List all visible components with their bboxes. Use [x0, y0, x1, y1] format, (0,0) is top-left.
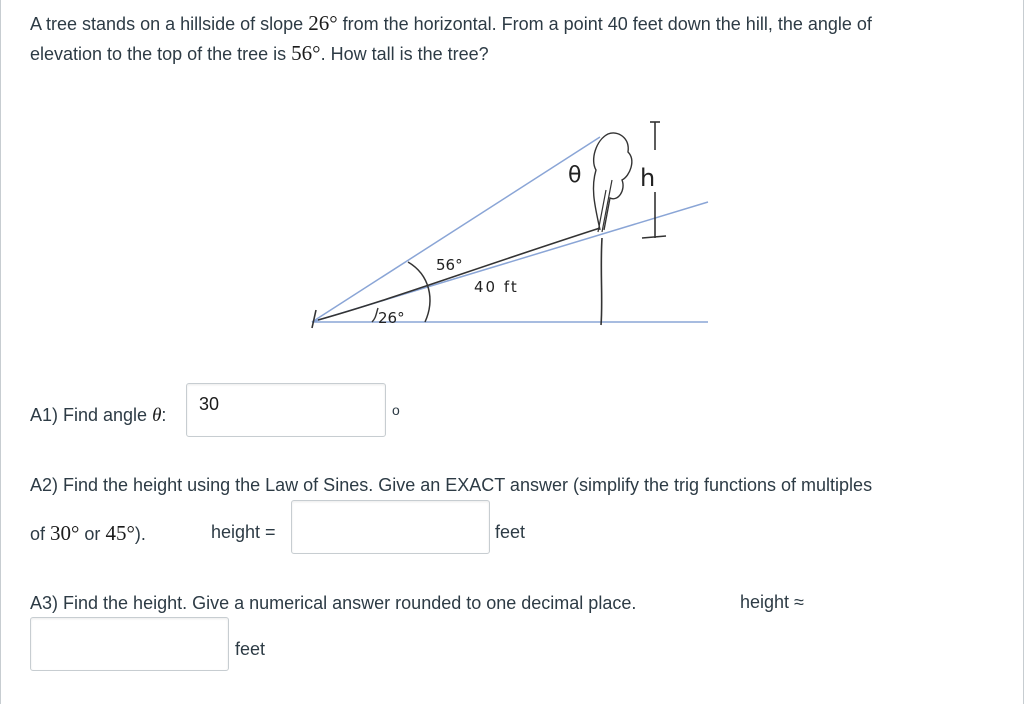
a2-deg45: 45°: [105, 521, 135, 545]
label-h: h: [640, 164, 656, 192]
a2-deg30: 30°: [50, 521, 80, 545]
tree-sketch: [593, 133, 631, 230]
tree-hillside-diagram: [300, 110, 720, 335]
problem-text-2a: elevation to the top of the tree is: [30, 44, 292, 64]
line-of-sight: [312, 137, 600, 322]
a1-colon: :: [161, 405, 167, 425]
problem-text-2b: . How tall is the tree?: [320, 44, 489, 64]
a2-of-text: of: [30, 524, 51, 544]
label-56: 56°: [436, 256, 463, 274]
a2-height-label: height =: [211, 522, 276, 542]
a1-prompt-text: A1) Find angle: [30, 405, 153, 425]
a2-close-text: ).: [134, 524, 146, 544]
hill-sketch: [318, 228, 600, 320]
problem-line-1: [30, 8, 872, 39]
a1-theta-symbol: θ: [152, 405, 162, 426]
a2-feet-unit: feet: [495, 522, 526, 542]
label-26: 26°: [378, 309, 405, 327]
a1-answer-value: 30: [199, 394, 220, 414]
a2-prompt-line-2: [30, 518, 146, 549]
a2-height-input[interactable]: [291, 500, 490, 554]
a2-prompt-line-1: A2) Find the height using the Law of Sines. Give an EXACT answer (simplify the trig functions of multiples: [30, 475, 873, 495]
vertical-drop-line: [601, 238, 602, 325]
a1-degree-unit: o: [392, 402, 400, 418]
slope-angle: 26°: [308, 11, 338, 35]
problem-text-1b: from the horizontal. From a point 40 feet down the hill, the angle of: [337, 14, 872, 34]
label-theta: θ: [568, 163, 582, 188]
problem-text-1a: A tree stands on a hillside of slope: [30, 14, 309, 34]
a3-prompt: A3) Find the height. Give a numerical answer rounded to one decimal place.: [30, 593, 637, 613]
elevation-angle: 56°: [291, 41, 321, 65]
a2-or-text: or: [79, 524, 106, 544]
a3-height-input[interactable]: [30, 617, 229, 671]
label-40ft: 40 ft: [474, 278, 519, 296]
a1-answer-input[interactable]: [186, 383, 386, 437]
height-bottom-tick: [642, 236, 666, 238]
a3-height-label: height ≈: [740, 592, 804, 612]
a3-feet-unit: feet: [235, 639, 266, 659]
a1-prompt: [30, 400, 166, 431]
problem-line-2: [30, 38, 489, 69]
